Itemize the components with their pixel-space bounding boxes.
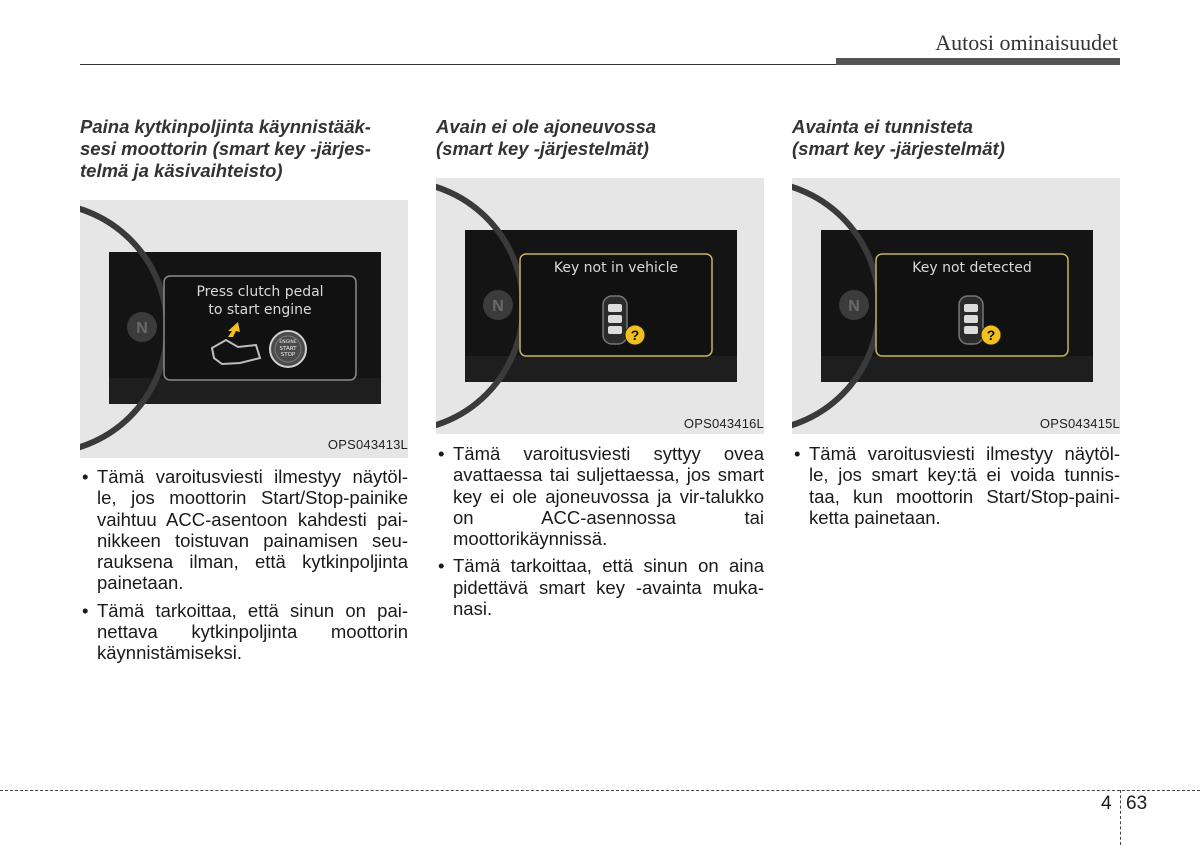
running-header-title: Autosi ominaisuudet	[935, 30, 1118, 55]
bullet-dot: •	[438, 555, 445, 577]
section-heading: Paina kytkinpoljinta käynnistääk- sesi moottorin (smart key -järjes- telmä ja käsivaihteisto)	[80, 116, 371, 181]
column-key-not-in-vehicle	[436, 116, 764, 620]
bullet-dot: •	[82, 466, 89, 487]
svg-text:?: ?	[986, 327, 996, 343]
figure-key-not-detected	[792, 178, 1120, 434]
display-message: Key not detected	[912, 260, 1032, 276]
svg-text:ENGINE: ENGINE	[279, 340, 297, 345]
smart-key-fob-icon	[603, 296, 627, 344]
figure-code: OPS043415L	[1039, 416, 1120, 431]
display-message-line1: Press clutch pedal	[196, 284, 324, 300]
bullet-dot: •	[794, 443, 801, 464]
question-mark-icon	[981, 325, 1001, 345]
page-number-divider	[1120, 790, 1121, 845]
display-message-line2: to start engine	[208, 302, 312, 318]
cluster-display-illustration	[792, 178, 1120, 434]
figure-code: OPS043416L	[683, 416, 764, 431]
page-number: 63	[1126, 793, 1148, 814]
svg-text:?: ?	[630, 327, 640, 343]
header-rule	[80, 64, 836, 65]
svg-text:START: START	[279, 346, 297, 352]
section-heading: Avainta ei tunnisteta (smart key -järjestelmät)	[792, 116, 1005, 159]
svg-text:N: N	[136, 320, 148, 337]
column-clutch-pedal	[80, 116, 408, 664]
header-bar	[836, 58, 1120, 65]
cluster-display-illustration	[436, 178, 764, 434]
svg-text:N: N	[848, 298, 860, 315]
bullet-list	[80, 466, 408, 670]
list-item: • Tämä varoitusviesti ilmestyy näytöl-le, jos smart key:tä ei voida tunnis-taa, kun moottorin Start/Stop-paini-ketta painetaan.	[794, 443, 1120, 528]
figure-clutch-pedal	[80, 200, 408, 458]
smart-key-fob-icon	[959, 296, 983, 344]
svg-text:N: N	[492, 298, 504, 315]
list-item: • Tämä tarkoittaa, että sinun on aina pidettävä smart key -avainta muka-nasi.	[438, 555, 764, 620]
svg-text:STOP: STOP	[280, 352, 296, 358]
question-mark-icon	[625, 325, 645, 345]
figure-key-not-in-vehicle	[436, 178, 764, 434]
chapter-number: 4	[1101, 793, 1112, 814]
bullet-dot: •	[438, 443, 445, 464]
cluster-display-illustration	[80, 200, 408, 458]
list-item: • Tämä varoitusviesti syttyy ovea avattaessa tai suljettaessa, jos smart key ei ole ajoneuvossa ja vir-talukko on ACC-asennossa tai moottorikäynnissä.	[438, 443, 764, 550]
list-item: • Tämä varoitusviesti ilmestyy näytöl-le, jos moottorin Start/Stop-painike vaihtuu ACC-asentoon kahdesti pai-nikkeen toistuvan painamisen seu-rauksena ilman, että kytkinpoljinta painetaan.	[82, 466, 408, 594]
list-item: • Tämä tarkoittaa, että sinun on pai-nettava kytkinpoljinta moottorin käynnistämiseksi.	[82, 599, 408, 664]
footer-dashed-rule	[0, 790, 1200, 791]
section-heading: Avain ei ole ajoneuvossa (smart key -järjestelmät)	[436, 116, 657, 159]
bullet-list	[436, 443, 764, 625]
bullet-list	[792, 443, 1120, 534]
display-message: Key not in vehicle	[553, 260, 679, 276]
figure-code: OPS043413L	[327, 437, 408, 452]
column-key-not-detected	[792, 116, 1120, 528]
bullet-dot: •	[82, 599, 89, 621]
